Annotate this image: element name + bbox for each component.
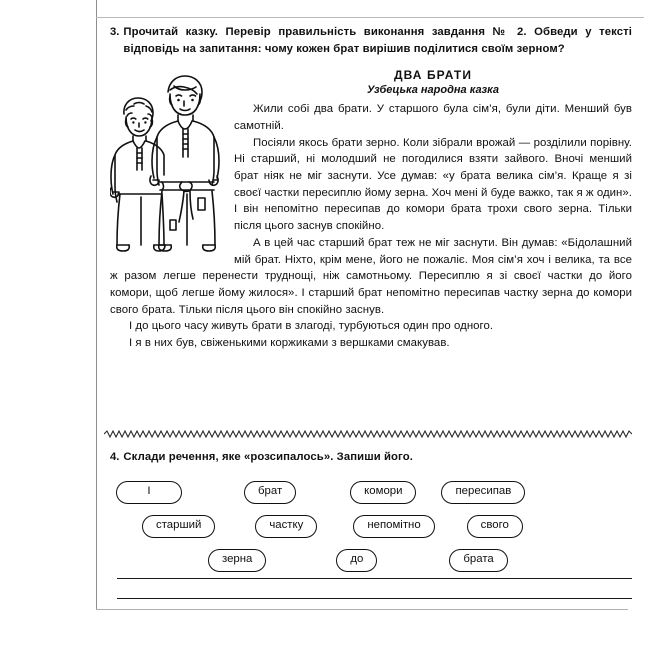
bottom-divider-rule [96, 609, 628, 610]
story-paragraph: А в цей час старший брат теж не міг заснути. Він думав: «Бідолашний мій брат. Ніхто, крім мене, його не пожаліє. Моя сім’я хоч і велика, та все ж разом легше перенести труднощі, ніж самотньому. Пересиплю я зі своєї частки до його комори, щоб легше йому жилося». І старший брат непомітно пересипав частку зерна до комори свого брата. Тільки після цього він спокійно заснув. [110, 236, 632, 316]
word-pill[interactable]: І [116, 481, 182, 504]
story-paragraph: Посіяли якось брати зерно. Коли зібрали врожай — розділили порівну. Ні старший, ні молодший не погодилися взяти зайвого. Вночі менший брат ніяк не міг заснути. Усе думав: «у брата велика сім’я. Краще я зі своєї частки пересиплю йому зерна. Хоч мені й буде важко, так я ж один». І він непомітно пересипав до комори брата трохи свого зерна. Тільки після цього заснув спокійно. [234, 136, 632, 233]
exercise-3-number: 3. [110, 26, 120, 38]
story-paragraph: Жили собі два брати. У старшого була сім’я, були діти. Менший був самотній. [234, 103, 632, 132]
left-margin-rule [96, 0, 97, 610]
exercise-4-number: 4. [110, 451, 120, 463]
exercise-3-prompt: Прочитай казку. Перевір правильність виконання завдання № 2. Обведи у тексті відповідь на запитання: чому кожен брат вирішив поділитися своїм зерном? [123, 26, 632, 55]
word-row [110, 481, 632, 504]
word-row [110, 515, 632, 538]
word-pill[interactable]: зерна [208, 549, 266, 572]
story-paragraph: І до цього часу живуть брати в злагоді, турбуються один про одного. [129, 320, 494, 333]
word-pill[interactable]: пересипав [441, 481, 525, 504]
word-pill[interactable]: брата [449, 549, 507, 572]
exercise-3 [110, 24, 632, 352]
word-pill[interactable]: частку [255, 515, 317, 538]
story-subtitle: Узбецька народна казка [366, 84, 500, 97]
exercise-3-heading [110, 24, 632, 57]
answer-line[interactable] [117, 578, 632, 579]
word-pill[interactable]: до [336, 549, 377, 572]
exercise-4 [110, 449, 632, 583]
exercise-4-heading [110, 449, 632, 466]
word-pill[interactable]: комори [350, 481, 416, 504]
answer-line[interactable] [117, 598, 632, 599]
two-brothers-illustration [110, 70, 228, 252]
word-pill[interactable]: старший [142, 515, 215, 538]
story-block [110, 68, 632, 352]
story-title: ДВА БРАТИ [393, 68, 473, 83]
exercise-4-prompt: Склади речення, яке «розсипалось». Запиши його. [123, 451, 413, 463]
story-paragraph: І я в них був, свіженькими коржиками з вершками смакував. [129, 337, 450, 350]
word-pill[interactable]: брат [244, 481, 296, 504]
answer-writing-lines [117, 578, 632, 618]
word-row [110, 549, 632, 572]
word-pill[interactable]: свого [467, 515, 523, 538]
section-divider [104, 430, 632, 438]
top-divider-rule [96, 17, 644, 18]
word-pill[interactable]: непомітно [353, 515, 434, 538]
scrambled-words [110, 481, 632, 572]
